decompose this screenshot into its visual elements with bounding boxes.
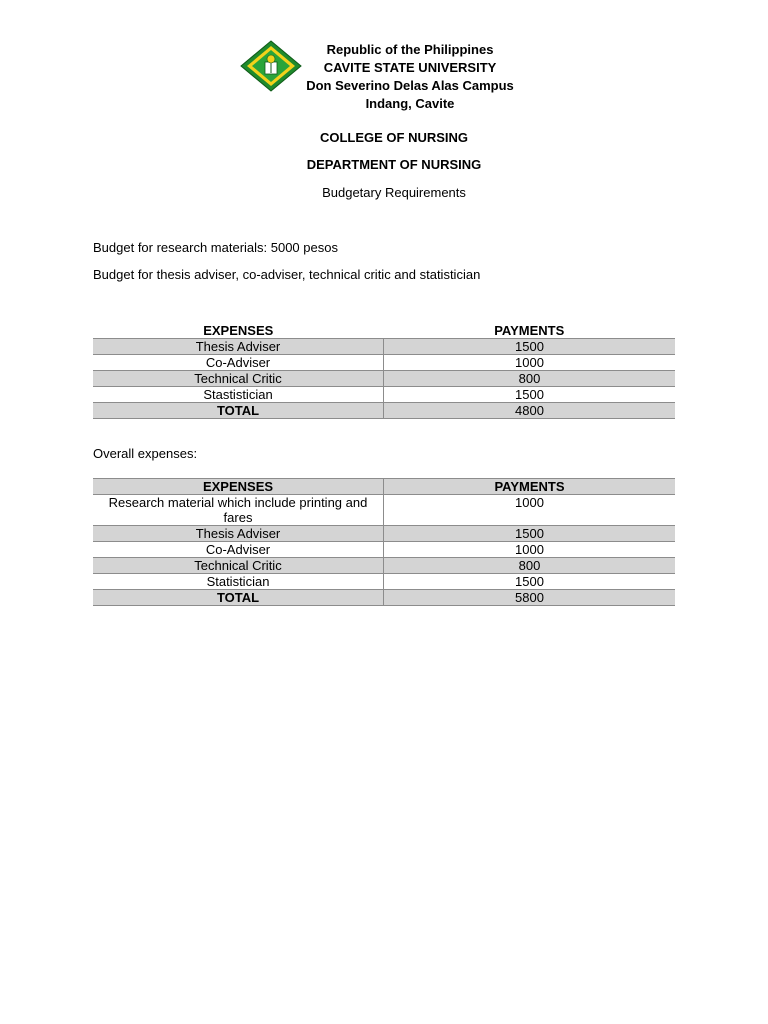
payment-cell: 800 bbox=[384, 371, 676, 387]
expense-cell: Co-Adviser bbox=[93, 542, 384, 558]
table-header-row bbox=[93, 479, 675, 495]
department-title: DEPARTMENT OF NURSING bbox=[306, 157, 482, 172]
overall-expenses-table bbox=[93, 478, 675, 606]
expense-cell: Stastistician bbox=[93, 387, 384, 403]
payment-cell: 1000 bbox=[384, 495, 676, 526]
header-campus: Don Severino Delas Alas Campus bbox=[306, 78, 514, 93]
table-row bbox=[93, 574, 675, 590]
table-row bbox=[93, 371, 675, 387]
adviser-expenses-table bbox=[93, 323, 675, 419]
payments-header: PAYMENTS bbox=[384, 323, 676, 339]
research-budget-text: Budget for research materials: 5000 pesos bbox=[93, 240, 338, 255]
payment-cell: 1000 bbox=[384, 355, 676, 371]
table-row bbox=[93, 355, 675, 371]
expense-cell: Co-Adviser bbox=[93, 355, 384, 371]
header-country: Republic of the Philippines bbox=[326, 42, 494, 57]
payments-header: PAYMENTS bbox=[384, 479, 676, 495]
header-location: Indang, Cavite bbox=[365, 96, 455, 111]
total-row bbox=[93, 403, 675, 419]
expense-cell: Thesis Adviser bbox=[93, 339, 384, 355]
total-label: TOTAL bbox=[93, 403, 384, 419]
payment-cell: 1500 bbox=[384, 574, 676, 590]
table-header-row bbox=[93, 323, 675, 339]
table-row bbox=[93, 495, 675, 526]
payment-cell: 1500 bbox=[384, 526, 676, 542]
expenses-header: EXPENSES bbox=[93, 479, 384, 495]
total-value: 5800 bbox=[384, 590, 676, 606]
payment-cell: 1500 bbox=[384, 387, 676, 403]
header-university: CAVITE STATE UNIVERSITY bbox=[323, 60, 497, 75]
total-value: 4800 bbox=[384, 403, 676, 419]
adviser-budget-text: Budget for thesis adviser, co-adviser, technical critic and statistician bbox=[93, 267, 481, 282]
expense-cell: Thesis Adviser bbox=[93, 526, 384, 542]
table-row bbox=[93, 542, 675, 558]
total-label: TOTAL bbox=[93, 590, 384, 606]
college-title: COLLEGE OF NURSING bbox=[319, 130, 469, 145]
payment-cell: 1500 bbox=[384, 339, 676, 355]
expense-cell: Technical Critic bbox=[93, 371, 384, 387]
table-row bbox=[93, 526, 675, 542]
expenses-header: EXPENSES bbox=[93, 323, 384, 339]
expense-cell: Statistician bbox=[93, 574, 384, 590]
payment-cell: 800 bbox=[384, 558, 676, 574]
table-row bbox=[93, 339, 675, 355]
overall-expenses-label: Overall expenses: bbox=[93, 446, 198, 461]
expense-cell: Technical Critic bbox=[93, 558, 384, 574]
expense-cell: Research material which include printing and fares bbox=[93, 495, 384, 526]
table-row bbox=[93, 558, 675, 574]
total-row bbox=[93, 590, 675, 606]
table-row bbox=[93, 387, 675, 403]
document-title: Budgetary Requirements bbox=[322, 185, 466, 200]
payment-cell: 1000 bbox=[384, 542, 676, 558]
